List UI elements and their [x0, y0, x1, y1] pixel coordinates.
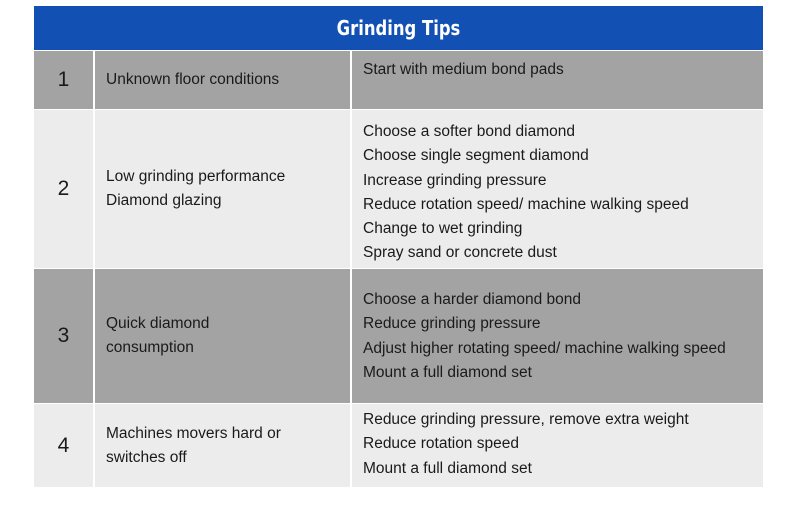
condition-cell	[93, 51, 350, 109]
condition-text: Machines movers hard or	[106, 424, 281, 442]
condition-text: switches off	[106, 448, 187, 466]
tip-text: Spray sand or concrete dust	[363, 244, 557, 262]
condition-text: Unknown floor conditions	[106, 71, 280, 88]
table-row	[34, 268, 763, 403]
tip-text: Reduce rotation speed	[363, 435, 519, 453]
condition-text: Low grinding performance	[106, 168, 286, 185]
condition-cell	[93, 269, 350, 403]
tips-cell	[350, 269, 763, 403]
tips-cell	[350, 51, 763, 109]
row-number: 4	[57, 433, 70, 457]
tip-text: Reduce rotation speed/ machine walking speed	[363, 195, 689, 213]
tips-cell	[350, 110, 763, 268]
row-number: 1	[57, 68, 70, 91]
table-row	[34, 109, 763, 268]
tip-text: Choose a softer bond diamond	[363, 123, 575, 140]
tip-text: Start with medium bond pads	[363, 61, 564, 78]
table-row	[34, 403, 763, 487]
row-number: 3	[57, 324, 70, 347]
grinding-tips-table	[34, 6, 763, 487]
tip-text: Choose a harder diamond bond	[363, 291, 582, 308]
tip-text: Mount a full diamond set	[363, 363, 532, 381]
tip-text: Increase grinding pressure	[363, 171, 547, 189]
table-header	[34, 6, 763, 50]
condition-cell	[93, 404, 350, 487]
condition-text: Diamond glazing	[106, 192, 222, 209]
row-number: 2	[57, 177, 70, 200]
table-row	[34, 50, 763, 109]
tip-text: Reduce grinding pressure, remove extra weight	[363, 411, 689, 428]
tip-text: Adjust higher rotating speed/ machine walking speed	[363, 339, 726, 357]
table-title: Grinding Tips	[100, 6, 698, 50]
tip-text: Change to wet grinding	[363, 220, 523, 238]
condition-text: consumption	[106, 339, 194, 356]
tips-cell	[350, 404, 763, 487]
tip-text: Choose single segment diamond	[363, 147, 589, 165]
tip-text: Mount a full diamond set	[363, 459, 532, 477]
tip-text: Reduce grinding pressure	[363, 315, 541, 333]
condition-cell	[93, 110, 350, 268]
condition-text: Quick diamond	[106, 315, 210, 332]
